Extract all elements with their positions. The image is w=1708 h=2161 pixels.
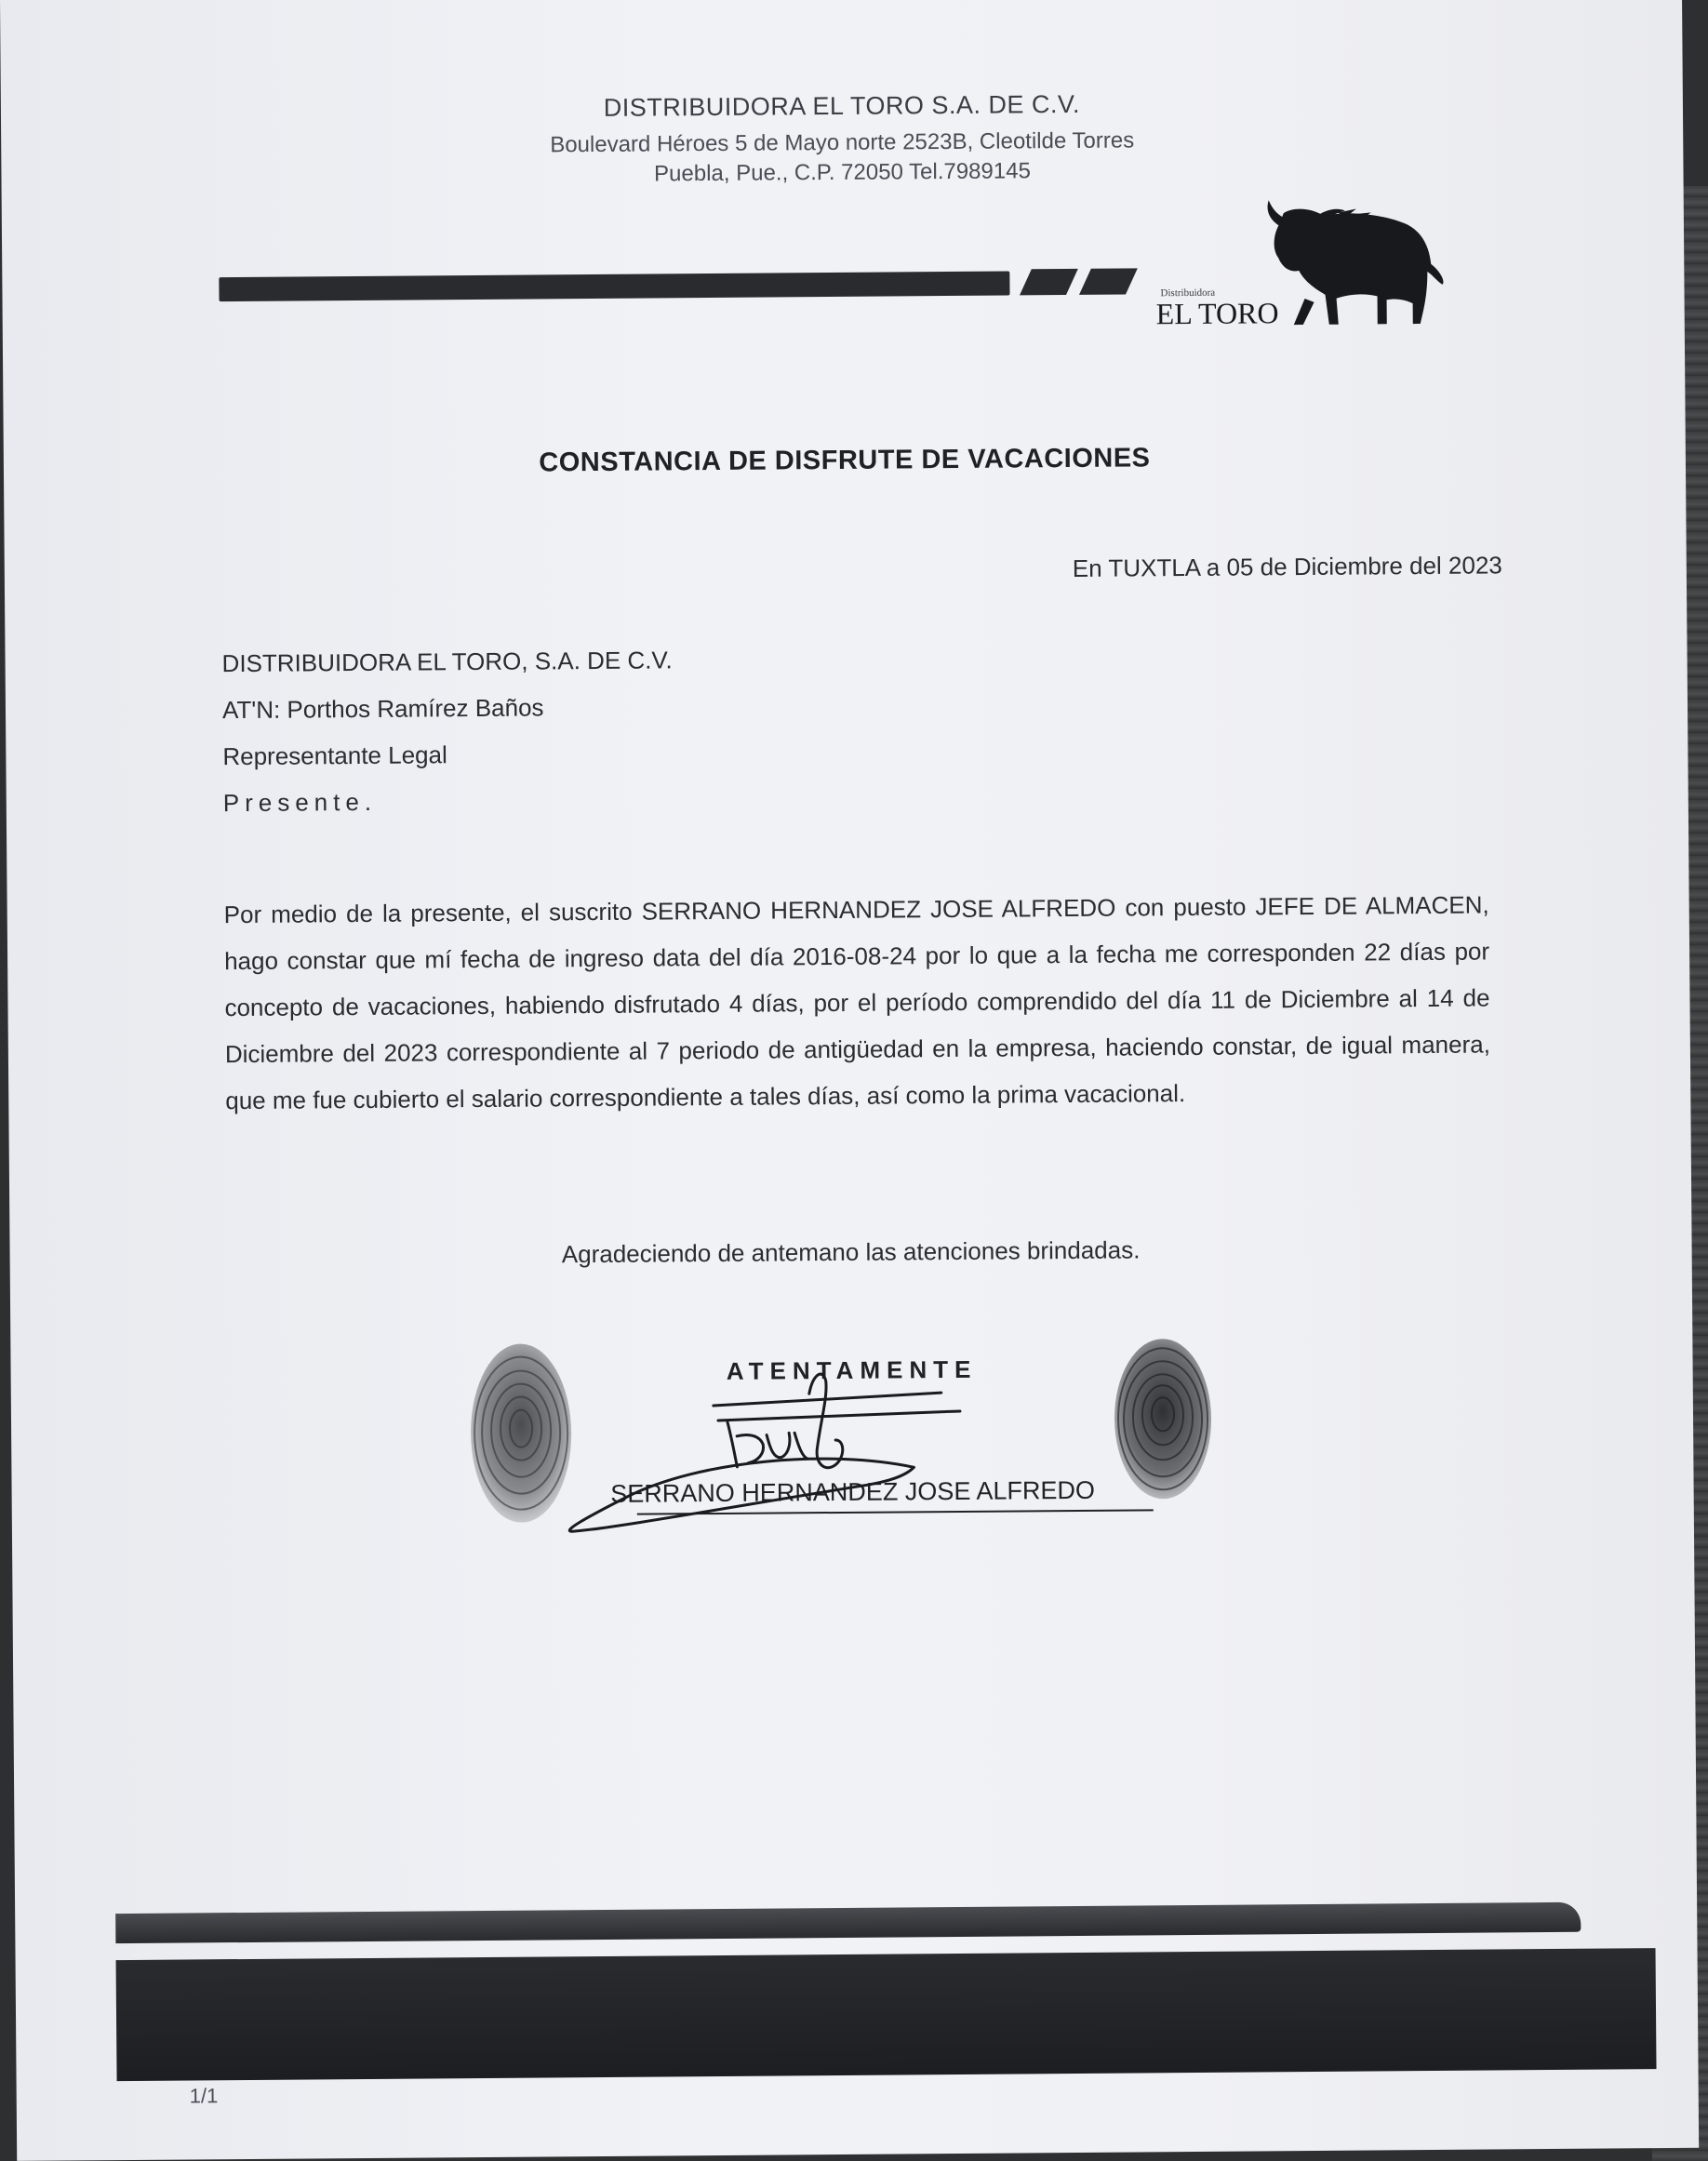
body-paragraph: Por medio de la presente, el suscrito SERRANO HERNANDEZ JOSE ALFREDO con puesto JEFE DE ALMACEN, hago constar que mí fecha de ingreso data del día 2016-08-24 por lo que a la fecha me corresponden 22 días por concepto de vacaciones, habiendo disfrutado 4 días, por el período comprendido del día 11 de Diciembre al 14 de Diciembre del 2023 correspondiente al 7 periodo de antigüedad en la empresa, haciendo constar, de igual manera, que me fue cubierto el salario correspondiente a tales días, así como la prima vacacional. [223,890,1490,1115]
recipient-attention: AT'N: Porthos Ramírez Baños [221,693,544,725]
header-address-line-2: Puebla, Pue., C.P. 72050 Tel.7989145 [653,158,1031,187]
handwritten-signature [550,1345,1017,1544]
logo-name: EL TORO [1155,296,1279,331]
recipient-presente: Presente. [222,787,378,818]
header-company-name: DISTRIBUIDORA EL TORO S.A. DE C.V. [603,89,1081,122]
recipient-company: DISTRIBUIDORA EL TORO, S.A. DE C.V. [221,646,673,678]
signer-name: SERRANO HERNANDEZ JOSE ALFREDO [610,1475,1096,1508]
header-rule-chip [1020,269,1078,295]
sign-off: ATENTAMENTE [726,1354,978,1385]
logo-small-text: Distribuidora [1160,287,1216,300]
recipient-role: Representante Legal [222,740,447,771]
header-rule-chip [1079,268,1138,294]
page-number: 1/1 [189,2084,219,2108]
header-rule [219,271,1009,301]
company-logo [1155,184,1463,345]
footer-rule [115,1902,1581,1943]
footer-band [116,1948,1657,2081]
document-title: CONSTANCIA DE DISFRUTE DE VACACIONES [539,443,1151,478]
header-address-line-1: Boulevard Héroes 5 de Mayo norte 2523B, Cleotilde Torres [550,127,1135,158]
closing-line: Agradeciendo de antemano las atenciones brindadas. [561,1235,1141,1269]
date-line: En TUXTLA a 05 de Diciembre del 2023 [1072,551,1502,582]
bull-icon [1267,199,1443,325]
